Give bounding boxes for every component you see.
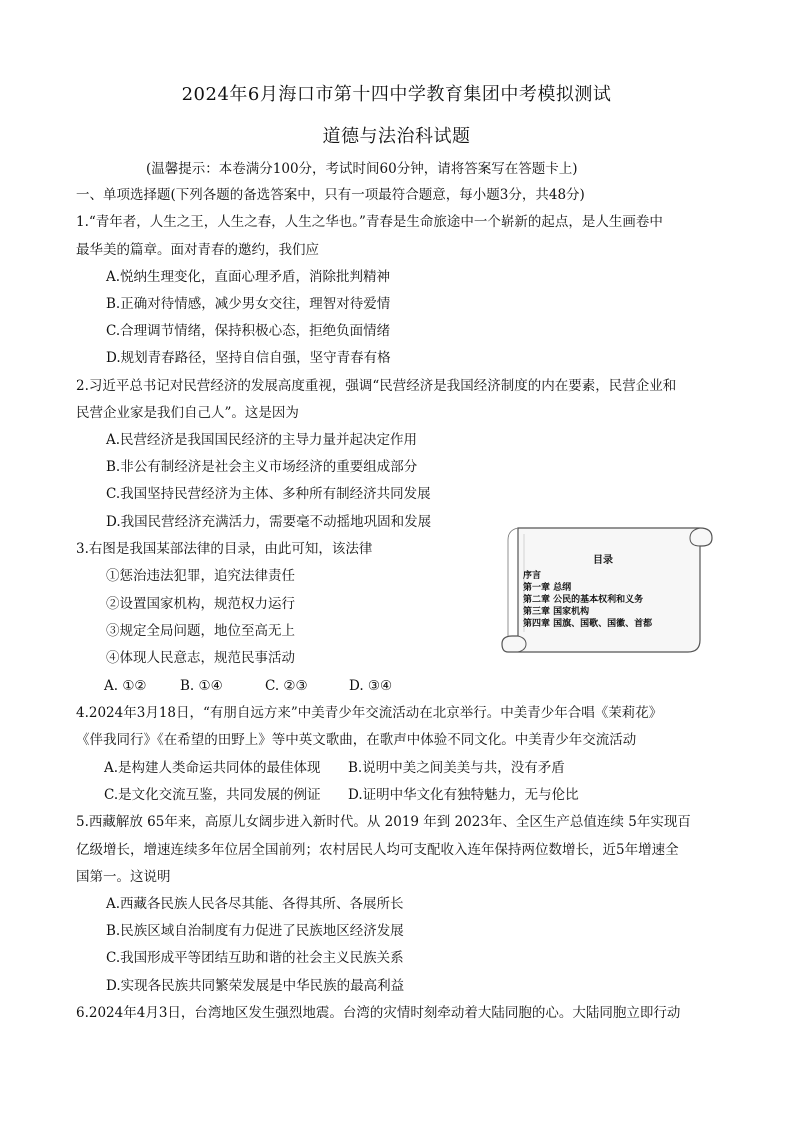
q4-option-d: D.证明中华文化有独特魅力，无与伦比 [348, 787, 579, 803]
q1-stem-line2: 最华美的篇章。面对青春的邀约，我们应 [76, 242, 319, 258]
q4-stem-line1: 4.2024年3月18日，“有朋自远方来”中美青少年交流活动在北京举行。中美青少年合唱《茉莉花》 [76, 705, 663, 721]
q5-option-d: D.实现各民族共同繁荣发展是中华民族的最高利益 [106, 978, 405, 994]
section-heading: 一、单项选择题(下列各题的备选答案中，只有一项最符合题意，每小题3分，共48分) [76, 187, 585, 203]
q6-stem-line1: 6.2024年4月3日，台湾地区发生强烈地震。台湾的灾情时刻牵动着大陆同胞的心。大陆同胞立即行动 [76, 1005, 681, 1021]
law-contents-figure [500, 520, 715, 660]
q3-stem: 3.右图是我国某部法律的目录，由此可知，该法律 [76, 541, 373, 557]
q3-item-2: ②设置国家机构，规范权力运行 [106, 596, 295, 612]
q1-option-c: C.合理调节情绪，保持积极心态，拒绝负面情绪 [106, 323, 391, 339]
q5-stem-line3: 国第一。这说明 [76, 869, 171, 885]
q2-option-a: A.民营经济是我国国民经济的主导力量并起决定作用 [106, 432, 418, 448]
q3-option-b: B. ①④ [180, 678, 223, 694]
figure-heading: 目录 [593, 555, 613, 566]
figure-item-2: 第一章 总纲 [523, 583, 572, 593]
exam-subtitle: 道德与法治科试题 [322, 126, 471, 147]
q1-option-d: D.规划青春路径，坚持自信自强，坚守青春有格 [106, 350, 391, 366]
q3-item-3: ③规定全局问题，地位至高无上 [106, 623, 295, 639]
q5-option-a: A.西藏各民族人民各尽其能、各得其所、各展所长 [106, 896, 404, 912]
figure-item-3: 第二章 公民的基本权利和义务 [523, 595, 644, 605]
q5-stem-line2: 亿级增长，增速连续多年位居全国前列；农村居民人均可支配收入连年保持两位数增长，近5年增速全 [76, 842, 679, 858]
q2-stem-line2: 民营企业家是我们自己人”。这是因为 [76, 405, 299, 421]
figure-item-4: 第三章 国家机构 [523, 607, 590, 617]
q4-option-a: A.是构建人类命运共同体的最佳体现 [104, 760, 321, 776]
q4-option-b: B.说明中美之间美美与共，没有矛盾 [348, 760, 565, 776]
q3-option-d: D. ③④ [349, 678, 393, 694]
q4-option-c: C.是文化交流互鉴，共同发展的例证 [104, 787, 321, 803]
q3-item-4: ④体现人民意志，规范民事活动 [106, 650, 295, 666]
figure-item-5: 第四章 国旗、国歌、国徽、首都 [523, 619, 653, 629]
q2-stem-line1: 2.习近平总书记对民营经济的发展高度重视，强调“民营经济是我国经济制度的内在要素，民营企业和 [76, 378, 677, 394]
exam-tip: (温馨提示：本卷满分100分，考试时间60分钟，请将答案写在答题卡上) [146, 161, 578, 177]
q2-option-b: B.非公有制经济是社会主义市场经济的重要组成部分 [106, 459, 418, 475]
exam-title: 2024年6月海口市第十四中学教育集团中考模拟测试 [181, 84, 612, 105]
q3-item-1: ①惩治违法犯罪，追究法律责任 [106, 568, 295, 584]
q3-option-a: A. ①② [104, 678, 147, 694]
q4-stem-line2: 《伴我同行》《在希望的田野上》等中英文歌曲，在歌声中体验不同文化。中美青少年交流活动 [76, 732, 637, 748]
q5-stem-line1: 5.西藏解放 65年来，高原儿女阔步进入新时代。从 2019 年到 2023年、全区生产总值连续 5年实现百 [76, 814, 691, 830]
q1-option-a: A.悦纳生理变化，直面心理矛盾，消除批判精神 [106, 269, 391, 285]
figure-item-1: 序言 [523, 571, 542, 581]
q3-option-c: C. ②③ [265, 678, 308, 694]
q5-option-b: B.民族区域自治制度有力促进了民族地区经济发展 [106, 923, 404, 939]
q1-option-b: B.正确对待情感，减少男女交往，理智对待爱情 [106, 296, 391, 312]
q2-option-d: D.我国民营经济充满活力，需要毫不动摇地巩固和发展 [106, 514, 432, 530]
q5-option-c: C.我国形成平等团结互助和谐的社会主义民族关系 [106, 950, 404, 966]
q2-option-c: C.我国坚持民营经济为主体、多种所有制经济共同发展 [106, 486, 431, 502]
q1-stem-line1: 1.“青年者，人生之王，人生之春，人生之华也。”青春是生命旅途中一个崭新的起点，是人生画卷中 [76, 214, 663, 230]
